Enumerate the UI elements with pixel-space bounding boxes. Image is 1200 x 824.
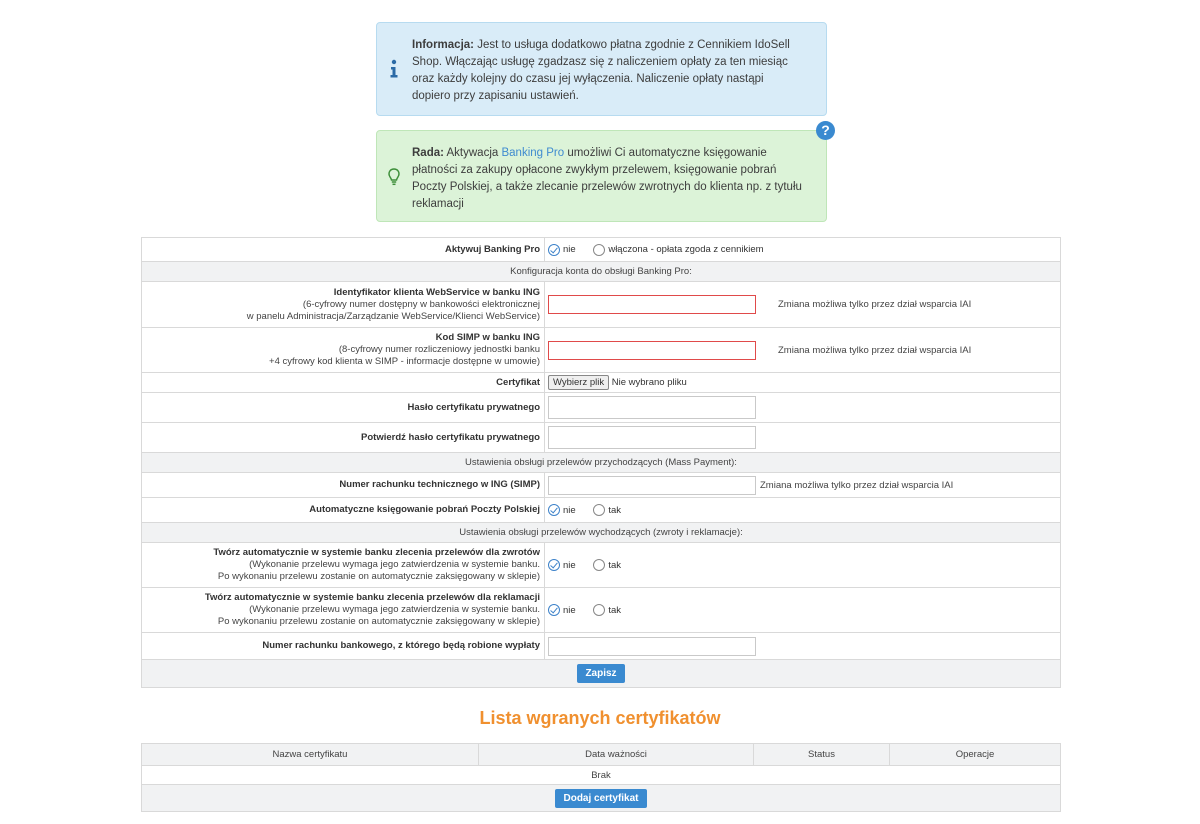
tip-text-before: Aktywacja (443, 147, 502, 159)
activate-no-label: nie (563, 244, 576, 255)
simp-note: Zmiana możliwa tylko przez dział wsparcia IAI (778, 344, 972, 356)
form-row-pass (142, 393, 1061, 423)
complaints-label: Twórz automatycznie w systemie banku zlecenia przelewów dla reklamacji (Wykonanie przelewu wymaga jego zatwierdzenia w systemie banku. Po wykonaniu przelewu zostanie on automatycznie zaksięgowany w sklepie) (142, 588, 545, 633)
complaints-no-radio[interactable] (548, 604, 560, 616)
col-status: Status (754, 744, 890, 766)
form-row-pass-confirm (142, 423, 1061, 453)
section-outgoing: Ustawienia obsługi przelewów wychodzących (zwroty i reklamacje): (142, 523, 1061, 543)
form-row-activate (142, 238, 1061, 262)
form-row-post (142, 498, 1061, 523)
returns-yes-radio[interactable] (593, 559, 605, 571)
cert-label: Certyfikat (142, 373, 545, 393)
cert-password-confirm-input[interactable] (548, 426, 756, 449)
certificates-header-row (142, 744, 1061, 766)
section-account-config: Konfiguracja konta do obsługi Banking Pro: (142, 262, 1061, 282)
tech-account-input[interactable] (548, 476, 756, 495)
ws-label: Identyfikator klienta WebService w banku ING (6-cyfrowy numer dostępny w bankowości elektronicznej w panelu Administracja/Zarządzanie WebService/Klienci WebService) (142, 282, 545, 328)
certificates-empty-row (142, 766, 1061, 785)
info-icon (388, 59, 400, 79)
form-row-returns (142, 543, 1061, 588)
form-row-payout (142, 633, 1061, 660)
payout-account-input[interactable] (548, 637, 756, 656)
simp-code-input[interactable] (548, 341, 756, 360)
info-label: Informacja: (412, 39, 474, 51)
col-cert-name: Nazwa certyfikatu (142, 744, 479, 766)
payout-label: Numer rachunku bankowego, z którego będą robione wypłaty (142, 633, 545, 660)
col-operations: Operacje (890, 744, 1061, 766)
form-row-cert (142, 373, 1061, 393)
post-yes-label: tak (608, 504, 622, 516)
tip-notice (376, 130, 827, 222)
returns-label: Twórz automatycznie w systemie banku zlecenia przelewów dla zwrotów (Wykonanie przelewu wymaga jego zatwierdzenia w systemie banku. Po wykonaniu przelewu zostanie on automatycznie zaksięgowany w sklepie) (142, 543, 545, 588)
ws-note: Zmiana możliwa tylko przez dział wsparcia IAI (778, 299, 972, 310)
info-notice (376, 22, 827, 116)
tip-label: Rada: (412, 147, 444, 159)
acct-note: Zmiana możliwa tylko przez dział wsparcia IAI (760, 479, 954, 491)
pass-label: Hasło certyfikatu prywatnego (142, 393, 545, 423)
file-status: Nie wybrano pliku (611, 377, 687, 388)
help-icon[interactable]: ? (816, 121, 835, 140)
form-row-complaints (142, 588, 1061, 633)
post-no-label: nie (563, 504, 576, 516)
certificates-table (141, 743, 1061, 812)
complaints-yes-label: tak (608, 604, 622, 616)
lightbulb-icon (388, 167, 400, 187)
pass-confirm-label: Potwierdź hasło certyfikatu prywatnego (142, 423, 545, 453)
empty-text: Brak (142, 766, 1061, 785)
tip-text-after: umożliwi Ci automatyczne księgowanie płatności za zakupy opłacone zwykłym przelewem, księgowanie pobrań Poczty Polskiej, a także zlecanie przelewów zwrotnych do klienta np. z tytułu reklamacji (412, 147, 802, 210)
returns-yes-label: tak (608, 559, 622, 571)
activate-yes-label: włączona - opłata zgoda z cennikiem (608, 244, 764, 255)
ws-id-input[interactable] (548, 295, 756, 314)
post-no-radio[interactable] (548, 504, 560, 516)
acct-label: Numer rachunku technicznego w ING (SIMP) (142, 473, 545, 498)
returns-no-label: nie (563, 559, 576, 571)
activate-no-radio[interactable] (548, 244, 560, 256)
returns-no-radio[interactable] (548, 559, 560, 571)
simp-label: Kod SIMP w banku ING (8-cyfrowy numer rozliczeniowy jednostki banku +4 cyfrowy kod klienta w SIMP - informacje dostępne w umowie) (142, 328, 545, 373)
activate-yes-radio[interactable] (593, 244, 605, 256)
choose-file-button[interactable]: Wybierz plik (548, 375, 609, 390)
form-row-ws (142, 282, 1061, 328)
col-expiry: Data ważności (479, 744, 754, 766)
complaints-yes-radio[interactable] (593, 604, 605, 616)
certificates-title: Lista wgranych certyfikatów (479, 708, 721, 728)
post-yes-radio[interactable] (593, 504, 605, 516)
post-label: Automatyczne księgowanie pobrań Poczty Polskiej (142, 498, 545, 523)
save-button[interactable]: Zapisz (577, 664, 624, 683)
cert-password-input[interactable] (548, 396, 756, 419)
activate-label: Aktywuj Banking Pro (142, 238, 545, 262)
info-text: Jest to usługa dodatkowo płatna zgodnie z Cennikiem IdoSell Shop. Włączając usługę zgadzasz się z naliczeniem opłaty za ten miesiąc oraz każdy kolejny do czasu jej wyłączenia. Naliczenie opłaty nastąpi dopiero przy zapisaniu ustawień. (412, 39, 790, 102)
banking-pro-settings-table (141, 237, 1061, 688)
banking-pro-link[interactable]: Banking Pro (501, 147, 565, 159)
add-certificate-button[interactable]: Dodaj certyfikat (555, 789, 646, 808)
form-row-simp (142, 328, 1061, 373)
complaints-no-label: nie (563, 604, 576, 616)
form-row-acct (142, 473, 1061, 498)
section-incoming: Ustawienia obsługi przelewów przychodzących (Mass Payment): (142, 453, 1061, 473)
